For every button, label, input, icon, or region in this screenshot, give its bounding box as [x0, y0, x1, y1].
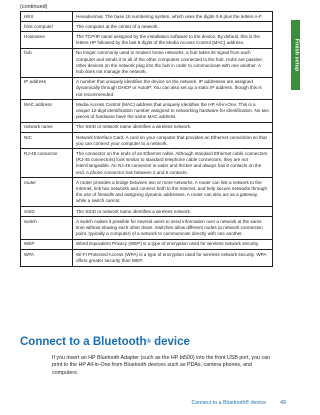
term-cell: IP address: [21, 77, 73, 100]
definition-cell: A number that uniquely identifies the device on the network. IP addresses are assigned dynamically through DHCP or AutoIP. You can also set up a static IP address, though this is not recommended.: [73, 77, 273, 100]
definition-cell: No longer commonly used in modern home networks, a hub takes its signal from each computer and sends it to all of the other computers connected to the hub. Hubs are passive; other devices on the network plug into the hub in order to communicate with one another. A hub does not manage the network.: [73, 48, 273, 77]
page-number: 49: [280, 400, 286, 406]
term-cell: HEX: [21, 12, 73, 22]
term-cell: network name: [21, 122, 73, 132]
definition-cell: A switch makes it possible for several users to send information over a network at the same time without slowing each other down. Switches allow different nodes (a network connection point, typically a computer) of a network to communicate directly with one another.: [73, 217, 273, 240]
definition-cell: The TCP/IP name assigned by the installation software to the device. By default, this is the letters HP followed by the last 6 digits of the Media Access Control (MAC) address.: [73, 32, 273, 48]
definition-cell: Media Access Control (MAC) address that uniquely identifies the HP All-in-One. This is a unique 12-digit identification number assigned to networking hardware for identification. No two pieces of hardware have the same MAC address.: [73, 100, 273, 123]
table-row: [21, 48, 273, 77]
definition-cell: The computer at the center of a network.: [73, 22, 273, 32]
registered-mark: ®: [146, 339, 151, 345]
term-cell: MAC address: [21, 100, 73, 123]
term-cell: router: [21, 178, 73, 207]
term-cell: WPA: [21, 250, 73, 266]
term-cell: RJ-45 connector: [21, 149, 73, 178]
section-title: [20, 335, 190, 349]
continued-label: (continued): [20, 4, 48, 10]
section-body: If you insert an HP Bluetooth Adapter (such as the HP bt500) into the front USB port, you can print to the HP All-in-One from Bluetooth devices such as PDAs, camera phones, and computers.: [52, 355, 270, 376]
definition-cell: The connector on the ends of an Ethernet cable. Although standard Ethernet cable connectors (RJ-45 connectors) look similar to standard telephone cable connectors, they are not interchangeable. An RJ-45 connector is wider and thicker and always has 8 contacts on the end. A phone connector has between 2 and 6 contacts.: [73, 149, 273, 178]
table-row: [21, 32, 273, 48]
definition-cell: The SSID or network name identifies a wireless network.: [73, 122, 273, 132]
table-row: [21, 12, 273, 22]
table-row: [21, 22, 273, 32]
definition-cell: Hexadecimal. The base 16 numbering system, which uses the digits 0-9 plus the letters A-F.: [73, 12, 273, 22]
term-cell: NIC: [21, 133, 73, 149]
table-row: [21, 250, 273, 266]
footer-text: Connect to a Bluetooth® device: [191, 400, 267, 406]
definition-cell: Network Interface Card. A card on your computer that provides an Ethernet connection so that you can connect your computer to a network.: [73, 133, 273, 149]
table-row: [21, 207, 273, 217]
term-cell: WEP: [21, 239, 73, 249]
definition-cell: Wired Equivalent Privacy (WEP) is a type of encryption used for wireless network security.: [73, 239, 273, 249]
table-row: [21, 149, 273, 178]
table-row: [21, 77, 273, 100]
table-row: [21, 178, 273, 207]
definition-cell: The SSID or network name identifies a wireless network.: [73, 207, 273, 217]
side-tab-label: Finish setup: [293, 38, 299, 72]
table-row: [21, 133, 273, 149]
term-cell: SSID: [21, 207, 73, 217]
table-row: [21, 100, 273, 123]
table-row: [21, 122, 273, 132]
term-cell: host computer: [21, 22, 73, 32]
section-title-suffix: device: [150, 336, 190, 348]
term-cell: switch: [21, 217, 73, 240]
term-cell: Hostname: [21, 32, 73, 48]
definition-cell: Wi-Fi Protected Access (WPA) is a type of encryption used for wireless network security. WPA offers greater security than WEP.: [73, 250, 273, 266]
side-tab: [291, 20, 300, 90]
glossary-table: [20, 11, 273, 267]
section-title-text: Connect to a Bluetooth: [20, 336, 147, 348]
definition-cell: A router provides a bridge between two or more networks. A router can link a network to the Internet, link two networks and connect both to the Internet, and help secure networks through the use of firewalls and assigning dynamic addresses. A router can also act as a gateway, while a switch cannot.: [73, 178, 273, 207]
page-footer: [192, 400, 286, 406]
term-cell: hub: [21, 48, 73, 77]
table-row: [21, 239, 273, 249]
table-row: [21, 217, 273, 240]
